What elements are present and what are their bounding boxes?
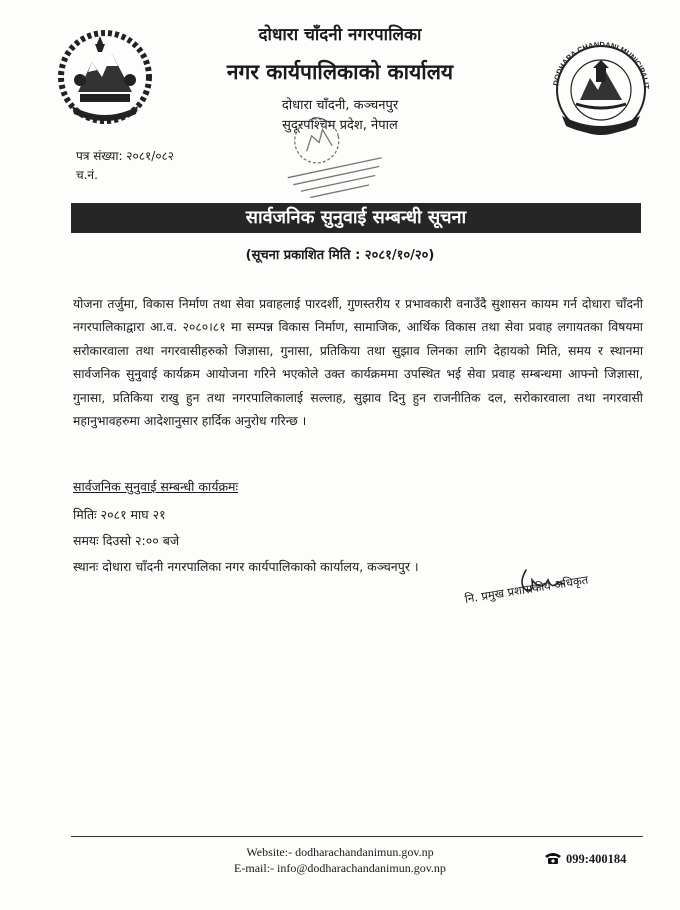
program-date: मितिः २०८१ माघ २१ bbox=[73, 507, 166, 522]
office-name: नगर कार्यपालिकाको कार्यालय bbox=[226, 60, 454, 84]
footer-divider bbox=[71, 836, 643, 837]
footer-phone bbox=[544, 851, 626, 869]
logo-arc-text: DODHARA CHANDANI MUNICIPALIT bbox=[551, 39, 652, 90]
program-venue: स्थानः दोधारा चाँदनी नगरपालिका नगर कार्यपालिकाको कार्यालय, कञ्चनपुर । bbox=[73, 559, 419, 574]
telephone-icon bbox=[544, 851, 562, 869]
dispatch-number: च.नं. bbox=[76, 168, 98, 182]
signatory-title: नि. प्रमुख प्रशासकीय अधिकृत bbox=[463, 572, 590, 606]
letter-number: पत्र संख्या: २०८१/०८२ bbox=[76, 149, 175, 163]
address-line-2: सुदूरपश्चिम प्रदेश, नेपाल bbox=[282, 118, 398, 133]
program-time: समयः दिउसो २:०० बजे bbox=[73, 533, 180, 548]
footer-website[interactable]: Website:- dodharachandanimun.gov.np bbox=[246, 845, 434, 859]
program-heading: सार्वजनिक सुनुवाई सम्बन्धी कार्यक्रमः bbox=[73, 479, 239, 494]
published-date: (सूचना प्रकाशित मिति : २०८१/१०/२०) bbox=[245, 248, 435, 263]
footer-email[interactable]: E-mail:- info@dodharachandanimun.gov.np bbox=[234, 861, 446, 875]
municipality-name: दोधारा चाँदनी नगरपालिका bbox=[258, 25, 422, 45]
office-seal-stamp bbox=[272, 110, 392, 200]
notice-body: योजना तर्जुमा, विकास निर्माण तथा सेवा प्रवाहलाई पारदर्शी, गुणस्तरीय र प्रभावकारी वनाउँदै सुशासन कायम गर्न दोधारा चाँदनी नगरपालिकाद्वारा आ.व. २०८०।८१ मा सम्पन्न विकास निर्माण, सामाजिक, आर्थिक विकास तथा सेवा प्रवाह लगायतका विषयमा सरोकारवाला तथा नगरवासीहरुको जिज्ञासा, गुनासा, प्रतिकिया तथा सुझाव लिनका लागि देहायको मिति, समय र स्थानमा सार्वजनिक सुनुवाई कार्यक्रम आयोजना गरिने भएकोले उक्त कार्यक्रममा उपस्थित भई सेवा प्रवाह सम्बन्धमा आफ्नो जिज्ञासा, गुनासा, प्रतिकिया राखु हुन तथा नगरपालिकालाई सल्लाह, सुझाव दिनु हुन राजनीतिक दल, सरोकारवाला तथा नगरवासी महानुभावहरुमा आदेशानुसार हार्दिक अनुरोध गरिन्छ । bbox=[73, 297, 643, 429]
notice-title-banner: सार्वजनिक सुनुवाई सम्बन्धी सूचना bbox=[71, 203, 641, 233]
address-line-1: दोधारा चाँदनी, कञ्चनपुर bbox=[281, 98, 399, 113]
footer-phone-number[interactable]: 099:400184 bbox=[566, 852, 627, 866]
